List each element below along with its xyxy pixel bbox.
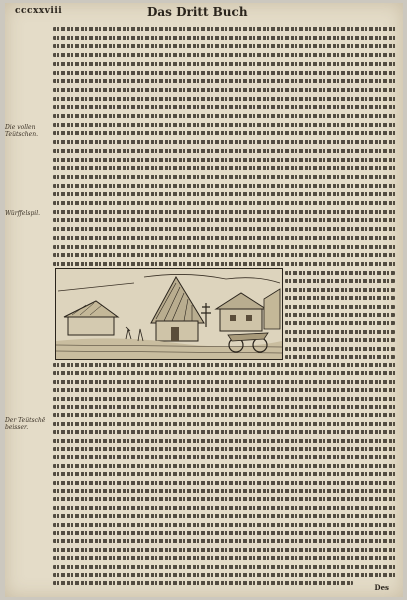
- text-line: [53, 371, 397, 375]
- text-line: [53, 363, 397, 367]
- text-line: [53, 166, 397, 170]
- text-line: [53, 388, 397, 392]
- text-line: [53, 548, 397, 552]
- text-line: [53, 514, 397, 518]
- book-page: [5, 3, 403, 597]
- text-line: [53, 105, 397, 109]
- text-line: [53, 71, 397, 75]
- folio-number: cccxxviii: [15, 6, 63, 16]
- text-line: [53, 447, 397, 451]
- margin-note: Würffelspil.: [5, 210, 41, 217]
- text-line: [285, 347, 395, 351]
- text-line: [53, 245, 397, 249]
- text-line: [53, 53, 397, 57]
- text-line: [285, 321, 395, 325]
- woodcut-illustration: [55, 268, 283, 360]
- woodcut-village-scene-icon: [56, 269, 282, 359]
- text-line: [53, 397, 397, 401]
- text-line: [53, 114, 397, 118]
- catchword: Des: [374, 583, 389, 592]
- text-line: [285, 355, 395, 359]
- text-line: [53, 192, 397, 196]
- text-line: [53, 455, 397, 459]
- text-line: [53, 210, 397, 214]
- text-line: [53, 44, 397, 48]
- text-line: [53, 405, 397, 409]
- text-line: [53, 184, 397, 188]
- text-line: [53, 489, 397, 493]
- margin-note: Der Teütschē beisser.: [5, 417, 46, 431]
- running-head: Das Dritt Buch: [147, 5, 248, 19]
- text-line: [53, 464, 397, 468]
- text-line: [285, 338, 395, 342]
- text-line: [53, 123, 397, 127]
- text-line: [53, 236, 397, 240]
- text-line: [53, 531, 397, 535]
- text-line: [53, 131, 397, 135]
- text-line: [53, 149, 397, 153]
- text-line: [53, 413, 397, 417]
- margin-note: Die vollen Teütschen.: [5, 124, 38, 138]
- text-line: [53, 175, 397, 179]
- text-line: [53, 62, 397, 66]
- text-line: [53, 380, 397, 384]
- text-line: [53, 27, 397, 31]
- text-line: [285, 279, 395, 283]
- text-line: [53, 227, 397, 231]
- text-line: [53, 140, 397, 144]
- text-line: [53, 556, 397, 560]
- text-line: [53, 481, 397, 485]
- text-line: [53, 506, 397, 510]
- text-line: [53, 253, 397, 257]
- text-line: [53, 79, 397, 83]
- text-line: [53, 36, 397, 40]
- text-line: [53, 497, 397, 501]
- text-line: [285, 330, 395, 334]
- text-line: [53, 439, 397, 443]
- text-line: [285, 288, 395, 292]
- text-line: [53, 201, 397, 205]
- text-line: [53, 422, 397, 426]
- text-line: [285, 305, 395, 309]
- text-line: [53, 262, 397, 266]
- text-line: [53, 581, 353, 585]
- text-line: [53, 565, 397, 569]
- text-line: [285, 271, 395, 275]
- text-line: [53, 88, 397, 92]
- text-line: [53, 430, 397, 434]
- text-line: [53, 97, 397, 101]
- text-line: [53, 158, 397, 162]
- text-line: [53, 472, 397, 476]
- text-line: [53, 573, 397, 577]
- text-line: [285, 296, 395, 300]
- text-line: [53, 539, 397, 543]
- text-line: [53, 523, 397, 527]
- text-line: [53, 218, 397, 222]
- text-line: [285, 313, 395, 317]
